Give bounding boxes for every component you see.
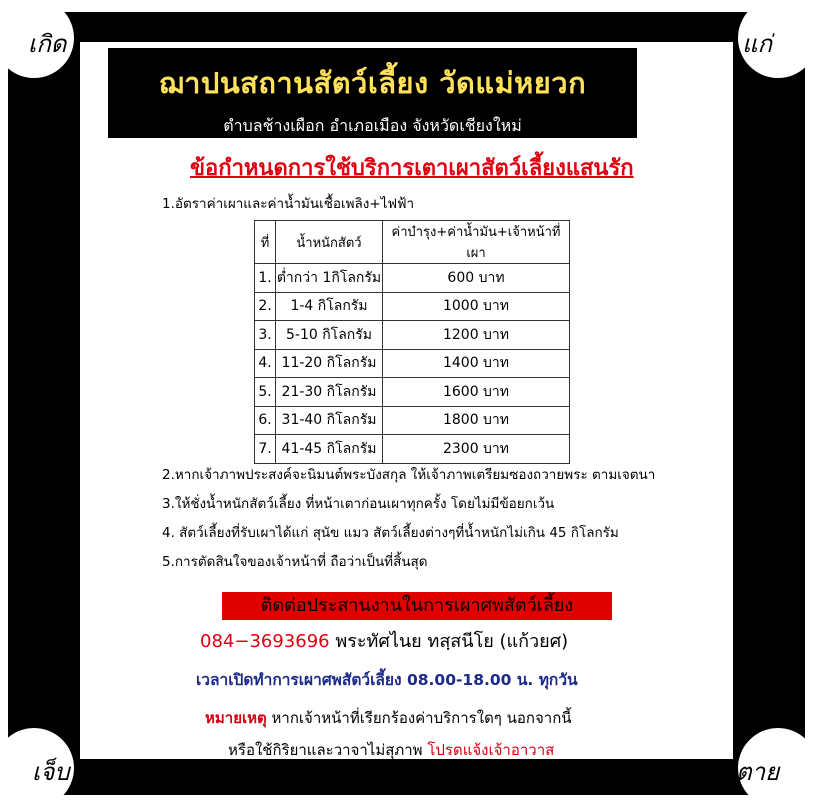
- corner-label-top-right: แก่: [742, 30, 772, 58]
- row-weight: 21-30 กิโลกรัม: [276, 378, 383, 407]
- rule-2: 2.หากเจ้าภาพประสงค์จะนิมนต์พระบังสกุล ให้เจ้าภาพเตรียมซองถวายพระ ตามเจตนา: [162, 467, 656, 483]
- table-header-row: [255, 221, 570, 264]
- contact-name: พระทัศไนย ทสฺสนีโย (แก้วยศ): [329, 631, 569, 652]
- row-no: 3.: [255, 321, 276, 350]
- corner-label-bottom-right: ตาย: [736, 758, 780, 786]
- contact-banner: ติดต่อประสานงานในการเผาศพสัตว์เลี้ยง: [222, 592, 612, 620]
- rule-1: 1.อัตราค่าเผาและค่าน้ำมันเชื้อเพลิง+ไฟฟ้า: [162, 196, 415, 212]
- table-row: [255, 378, 570, 407]
- row-weight: ต่ำกว่า 1กิโลกรัม: [276, 264, 383, 293]
- corner-label-top-left: เกิด: [28, 30, 67, 58]
- rates-table: [254, 220, 570, 464]
- row-weight: 31-40 กิโลกรัม: [276, 406, 383, 435]
- note-label: หมายเหตุ: [205, 709, 267, 727]
- row-no: 4.: [255, 349, 276, 378]
- page-subtitle: ตำบลช้างเผือก อำเภอเมือง จังหวัดเชียงใหม่: [223, 116, 522, 135]
- row-no: 1.: [255, 264, 276, 293]
- row-no: 6.: [255, 406, 276, 435]
- note-action: โปรดแจ้งเจ้าอาวาส: [427, 741, 555, 759]
- corner-label-bottom-left: เจ็บ: [32, 758, 70, 786]
- row-weight: 11-20 กิโลกรัม: [276, 349, 383, 378]
- row-weight: 1-4 กิโลกรัม: [276, 292, 383, 321]
- table-row: [255, 321, 570, 350]
- row-fee: 1800 บาท: [383, 406, 570, 435]
- row-no: 7.: [255, 435, 276, 464]
- row-fee: 1400 บาท: [383, 349, 570, 378]
- header-weight: น้ำหนักสัตว์: [276, 221, 383, 264]
- table-row: [255, 292, 570, 321]
- contact-line: [200, 626, 568, 655]
- table-row: [255, 406, 570, 435]
- row-weight: 41-45 กิโลกรัม: [276, 435, 383, 464]
- row-fee: 1000 บาท: [383, 292, 570, 321]
- note-text-2: หรือใช้กิริยาและวาจาไม่สุภาพ: [228, 741, 428, 759]
- row-fee: 600 บาท: [383, 264, 570, 293]
- page-title: ฌาปนสถานสัตว์เลี้ยง วัดแม่หยวก: [158, 66, 587, 100]
- row-no: 2.: [255, 292, 276, 321]
- note-line-1: [205, 706, 572, 730]
- phone-number[interactable]: 084−3693696: [200, 631, 330, 652]
- row-no: 5.: [255, 378, 276, 407]
- opening-hours: เวลาเปิดทำการเผาศพสัตว์เลี้ยง 08.00-18.00 น. ทุกวัน: [196, 671, 578, 689]
- header-no: ที่: [255, 221, 276, 264]
- header-fee: ค่าบำรุง+ค่าน้ำมัน+เจ้าหน้าที่เผา: [383, 221, 570, 264]
- rule-4: 4. สัตว์เลี้ยงที่รับเผาได้แก่ สุนัข แมว สัตว์เลี้ยงต่างๆที่น้ำหนักไม่เกิน 45 กิโลกรัม: [162, 525, 619, 541]
- note-line-2: [228, 738, 554, 762]
- table-row: [255, 435, 570, 464]
- note-text-1: หากเจ้าหน้าที่เรียกร้องค่าบริการใดๆ นอกจากนี้: [266, 709, 572, 727]
- table-row: [255, 349, 570, 378]
- header-banner: [108, 48, 637, 138]
- rule-3: 3.ให้ชั่งน้ำหนักสัตว์เลี้ยง ที่หน้าเตาก่อนเผาทุกครั้ง โดยไม่มีข้อยกเว้น: [162, 496, 555, 512]
- row-weight: 5-10 กิโลกรัม: [276, 321, 383, 350]
- section-title: ข้อกำหนดการใช้บริการเตาเผาสัตว์เลี้ยงแสนรัก: [190, 156, 634, 181]
- row-fee: 1200 บาท: [383, 321, 570, 350]
- table-row: [255, 264, 570, 293]
- row-fee: 1600 บาท: [383, 378, 570, 407]
- rule-5: 5.การตัดสินใจของเจ้าหน้าที่ ถือว่าเป็นที่สิ้นสุด: [162, 554, 428, 570]
- row-fee: 2300 บาท: [383, 435, 570, 464]
